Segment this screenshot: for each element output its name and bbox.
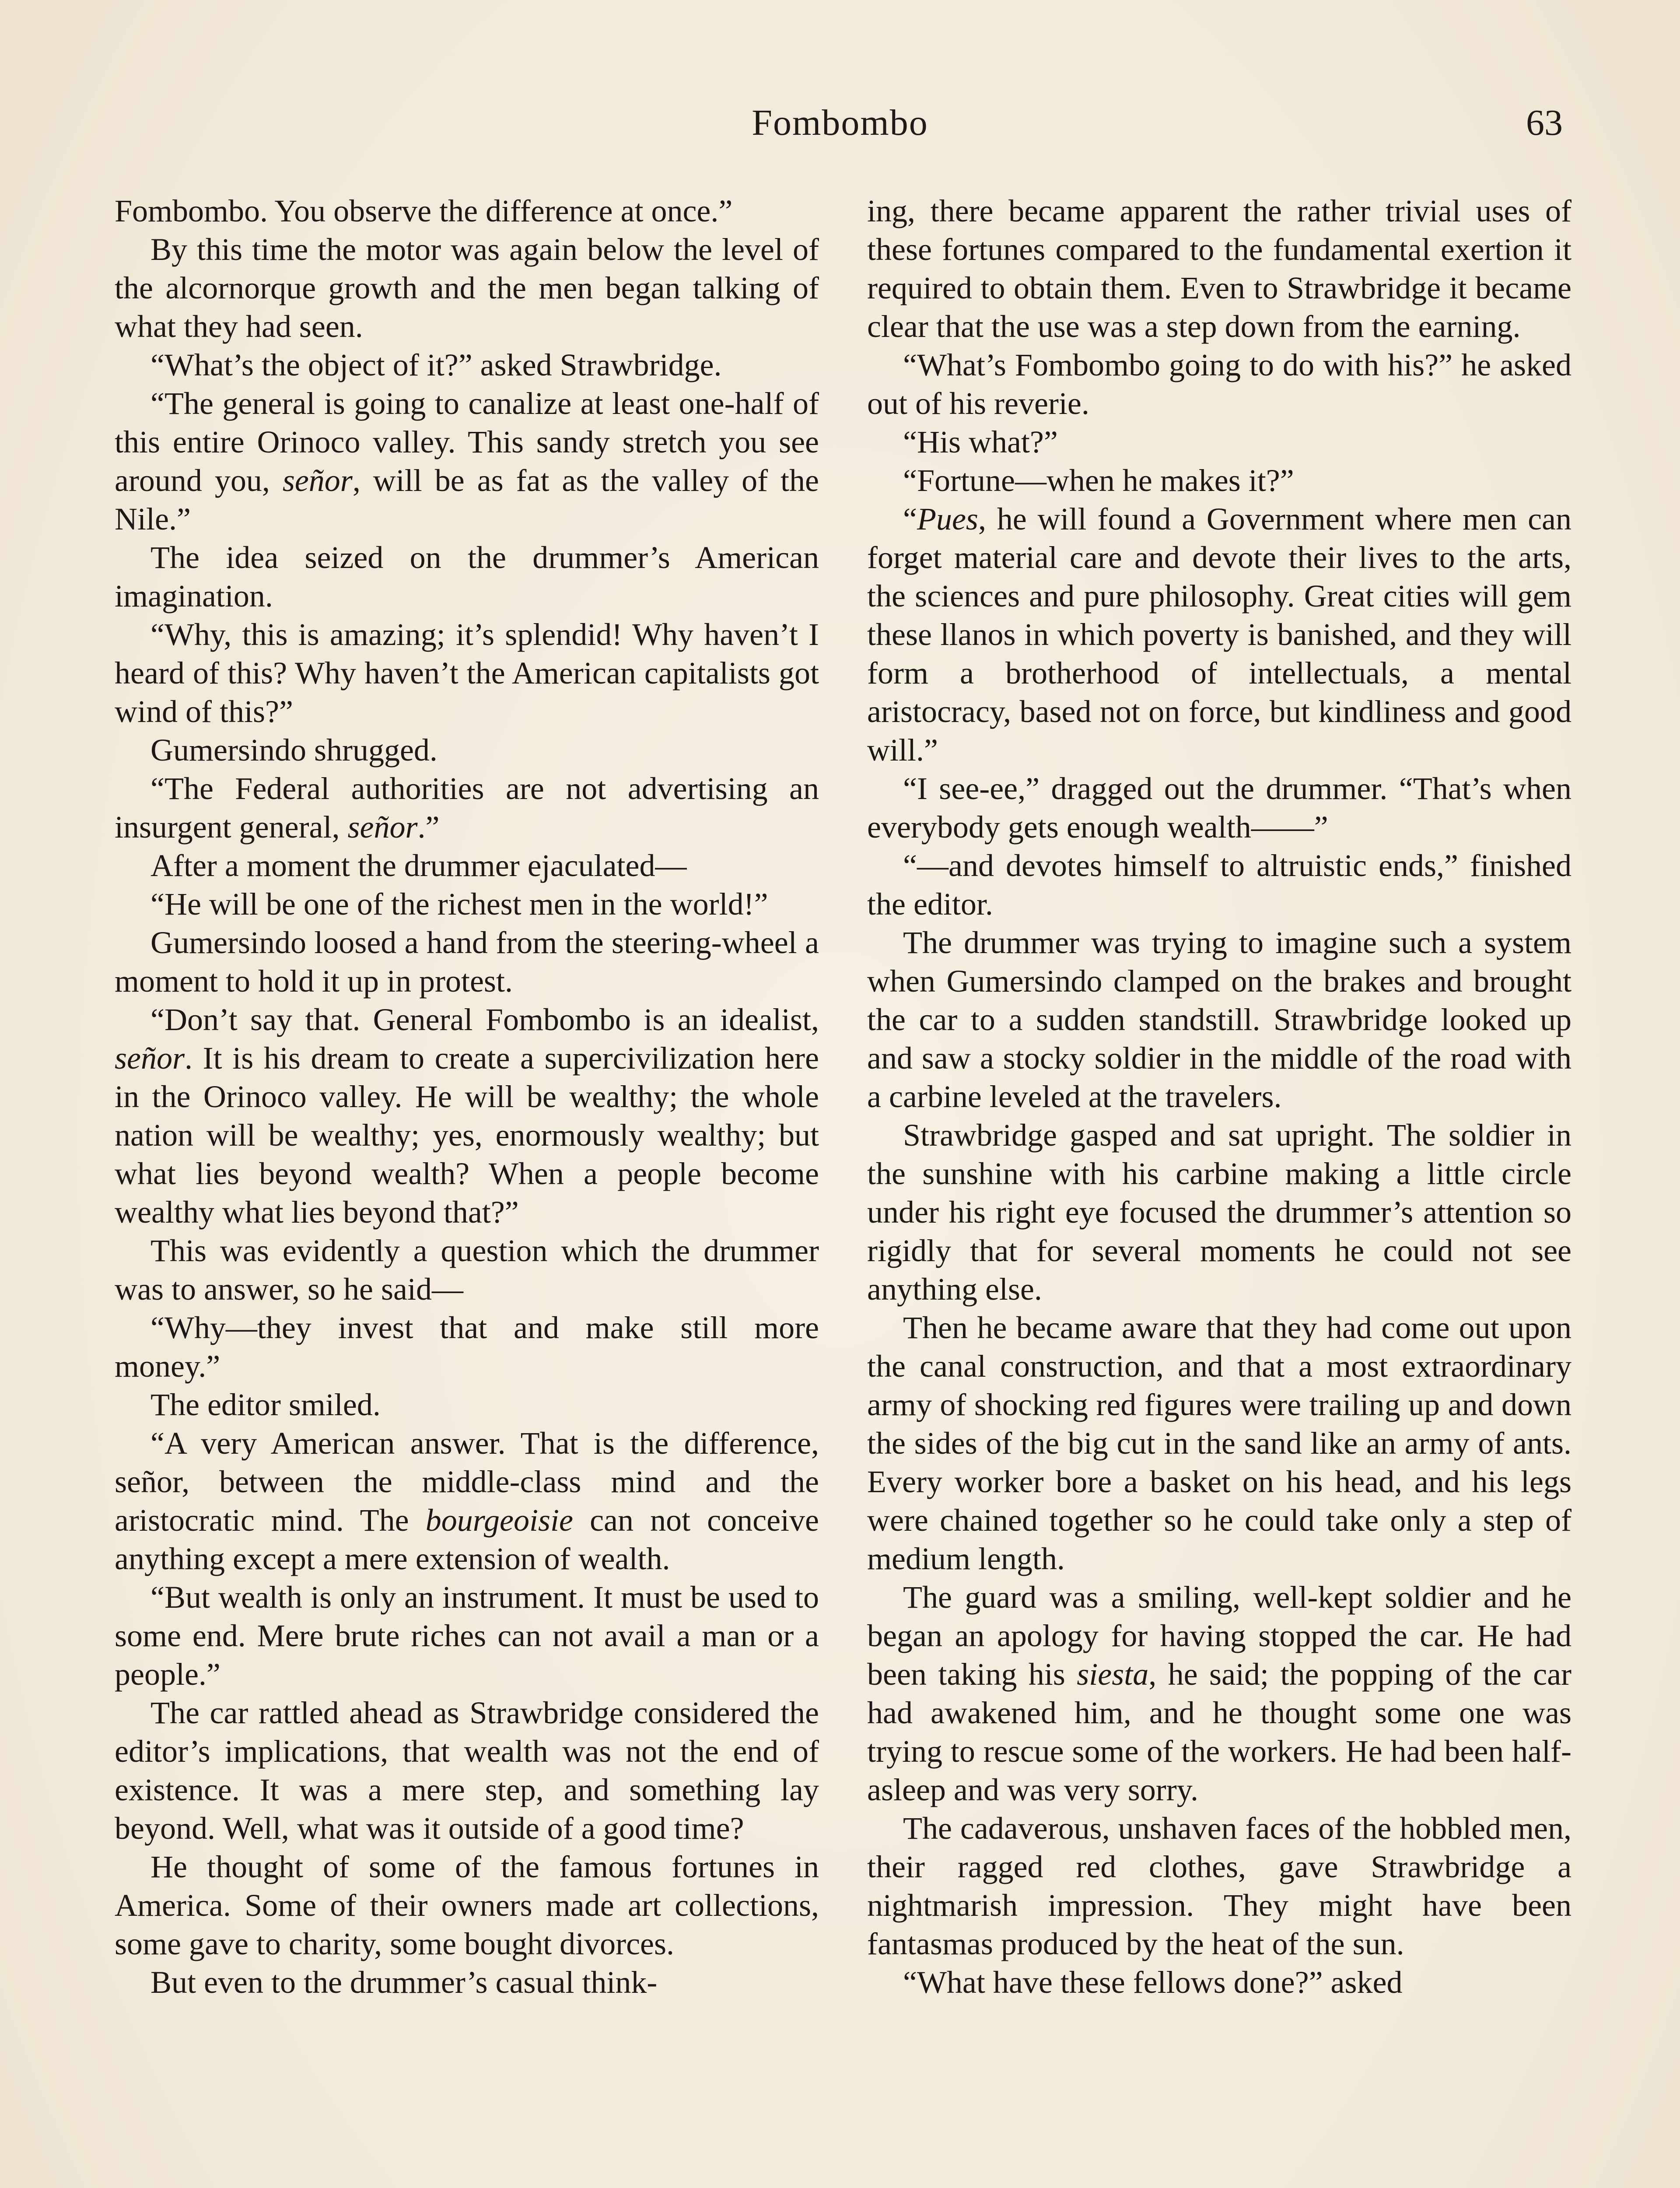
paragraph	[867, 1963, 1572, 2002]
paragraph	[115, 1694, 819, 1848]
paragraph	[115, 1385, 819, 1424]
page-number: 63	[1526, 102, 1563, 143]
italic-word: señor	[115, 1041, 185, 1076]
text-run: “—and devotes himself to altruistic ends,” finished the editor.	[867, 848, 1572, 922]
right-text-column	[867, 192, 1572, 2002]
text-run: By this time the motor was again below the level of the alcornorque growth and the men began talking of what they had seen.	[115, 232, 819, 344]
text-run: Fombombo. You observe the difference at once.”	[115, 193, 733, 228]
text-run: He thought of some of the famous fortunes in America. Some of their owners made art collections, some gave to charity, some bought divorces.	[115, 1849, 819, 1961]
paragraph	[115, 1231, 819, 1308]
text-run: “He will be one of the richest men in the world!”	[150, 887, 768, 922]
text-run: “I see-ee,” dragged out the drummer. “That’s when everybody gets enough wealth——”	[867, 771, 1572, 845]
text-run: The cadaverous, unshaven faces of the hobbled men, their ragged red clothes, gave Strawbridge a nightmarish impression. They might have been fantasmas produced by the heat of the sun.	[867, 1811, 1572, 1961]
text-run: Gumersindo shrugged.	[150, 733, 438, 768]
text-run: After a moment the drummer ejaculated—	[150, 848, 687, 883]
paragraph	[867, 769, 1572, 846]
text-run: “What have these fellows done?” asked	[903, 1965, 1403, 2000]
text-run: Gumersindo loosed a hand from the steering-wheel a moment to hold it up in protest.	[115, 925, 819, 999]
text-run: “The Federal authorities are not advertising an insurgent general,	[115, 771, 819, 845]
paragraph	[115, 615, 819, 731]
text-run: “Fortune—when he makes it?”	[903, 463, 1294, 498]
italic-word: señor	[282, 463, 353, 498]
paragraph	[867, 192, 1572, 346]
text-run: The guard was a smiling, well-kept soldier and he began an apology for having stopped the car. He had been taking his	[867, 1580, 1572, 1692]
text-run: “What’s the object of it?” asked Strawbridge.	[150, 347, 722, 382]
text-run: can not conceive anything except a mere extension of wealth.	[115, 1503, 819, 1576]
paragraph	[115, 230, 819, 346]
paragraph	[115, 1424, 819, 1578]
text-run: This was evidently a question which the drummer was to answer, so he said—	[115, 1233, 819, 1307]
text-run: ing, there became apparent the rather trivial uses of these fortunes compared to the fundamental exertion it required to obtain them. Even to Strawbridge it became clear that the use was a step down from the earning.	[867, 193, 1572, 344]
left-text-column	[115, 192, 819, 2002]
paragraph	[115, 384, 819, 538]
text-run: The drummer was trying to imagine such a system when Gumersindo clamped on the brakes and brought the car to a sudden standstill. Strawbridge looked up and saw a stocky soldier in the middle of the road with a carbine leveled at the travelers.	[867, 925, 1572, 1114]
paragraph	[867, 346, 1572, 423]
paragraph	[115, 731, 819, 769]
text-run: Strawbridge gasped and sat upright. The soldier in the sunshine with his carbine making a little circle under his right eye focused the drummer’s attention so rigidly that for several moments he could not see anything else.	[867, 1118, 1572, 1307]
italic-word: siesta	[1077, 1657, 1149, 1692]
text-run: , he said; the popping of the car had awakened him, and he thought some one was trying to rescue some of the workers. He had been half-asleep and was very sorry.	[867, 1657, 1572, 1807]
text-run: Then he became aware that they had come out upon the canal construction, and that a most extraordinary army of shocking red figures were trailing up and down the sides of the big cut in the sand like an army of ants. Every worker bore a basket on his head, and his legs were chained together so he could take only a step of medium length.	[867, 1310, 1572, 1576]
running-head-title: Fombombo	[752, 102, 928, 143]
text-run: The idea seized on the drummer’s American imagination.	[115, 540, 819, 614]
paragraph	[115, 192, 819, 230]
paragraph	[867, 923, 1572, 1116]
paragraph	[115, 923, 819, 1000]
paragraph	[115, 1578, 819, 1694]
paragraph	[115, 1848, 819, 1963]
paragraph	[115, 846, 819, 885]
paragraph	[867, 1578, 1572, 1809]
text-run: “Why—they invest that and make still more money.”	[115, 1310, 819, 1384]
paragraph	[867, 1308, 1572, 1578]
paragraph	[115, 1308, 819, 1385]
paragraph	[115, 769, 819, 846]
paragraph	[867, 846, 1572, 923]
text-run: , will be as fat as the valley of the Nile.”	[115, 463, 819, 536]
italic-word: Pues	[917, 501, 978, 536]
text-run: But even to the drummer’s casual think-	[150, 1965, 658, 2000]
text-run: “But wealth is only an instrument. It must be used to some end. Mere brute riches can not avail a man or a people.”	[115, 1580, 819, 1692]
text-run: “His what?”	[903, 424, 1058, 459]
text-run: The editor smiled.	[150, 1387, 381, 1422]
text-run: “Don’t say that. General Fombombo is an idealist,	[150, 1002, 819, 1037]
paragraph	[867, 423, 1572, 461]
paragraph	[867, 1116, 1572, 1308]
text-run: . It is his dream to create a supercivilization here in the Orinoco valley. He will be wealthy; the whole nation will be wealthy; yes, enormously wealthy; but what lies beyond wealth? When a people become wealthy what lies beyond that?”	[115, 1041, 819, 1230]
paragraph	[867, 500, 1572, 769]
text-run: “The general is going to canalize at least one-half of this entire Orinoco valley. This sandy stretch you see around you,	[115, 386, 819, 498]
text-run: “What’s Fombombo going to do with his?” he asked out of his reverie.	[867, 347, 1572, 421]
text-run: “A very American answer. That is the difference, señor, between the middle-class mind and the aristocratic mind. The	[115, 1426, 819, 1538]
text-run: .”	[417, 810, 440, 845]
paragraph	[867, 1809, 1572, 1963]
text-run: “Why, this is amazing; it’s splendid! Why haven’t I heard of this? Why haven’t the American capitalists got wind of this?”	[115, 617, 819, 729]
text-run: , he will found a Government where men can forget material care and devote their lives to the arts, the sciences and pure philosophy. Great cities will gem these llanos in which poverty is banished, and they will form a brotherhood of intellectuals, a mental aristocracy, based not on force, but kindliness and good will.”	[867, 501, 1572, 768]
paragraph	[115, 346, 819, 384]
paragraph	[115, 538, 819, 615]
italic-word: señor	[347, 810, 418, 845]
paragraph	[867, 461, 1572, 500]
italic-word: bourgeoisie	[425, 1503, 573, 1538]
paragraph	[115, 1963, 819, 2002]
paragraph	[115, 885, 819, 923]
text-run: The car rattled ahead as Strawbridge considered the editor’s implications, that wealth was not the end of existence. It was a mere step, and something lay beyond. Well, what was it outside of a good time?	[115, 1695, 819, 1846]
paragraph	[115, 1000, 819, 1231]
text-run: “	[903, 501, 917, 536]
